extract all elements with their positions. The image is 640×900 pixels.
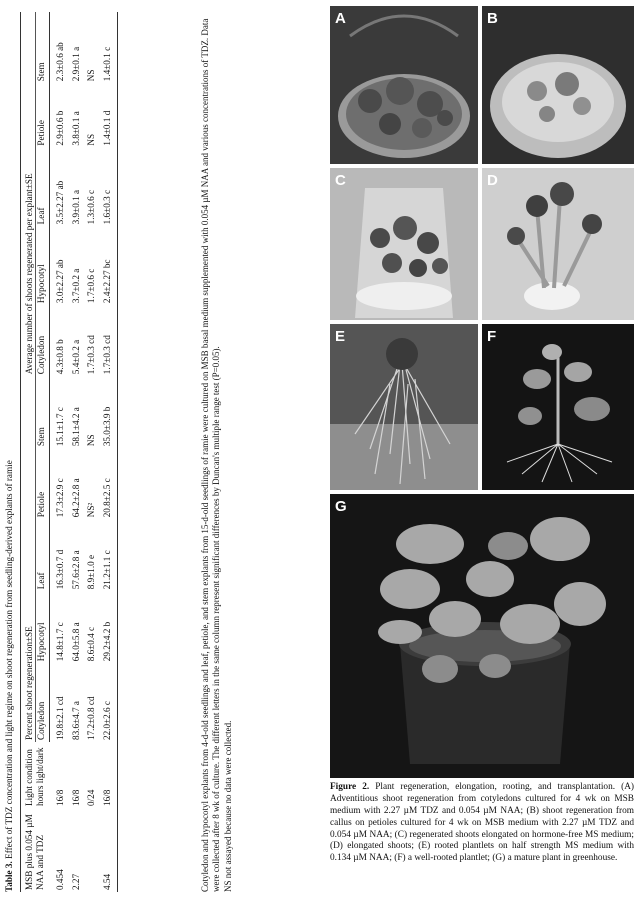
table-cell: 5.4±0.2 a bbox=[70, 339, 81, 375]
photo-panel-b bbox=[482, 6, 634, 164]
table-cell: 4.54 bbox=[97, 808, 118, 892]
table-cell: 14.8±1.7 c bbox=[55, 622, 66, 662]
table-cell: 17.3±2.9 c bbox=[55, 478, 66, 518]
panel-label: A bbox=[335, 10, 346, 27]
elongated-shoots-photo bbox=[482, 168, 634, 320]
table-cell: NS² bbox=[86, 502, 97, 518]
subheader: Stem bbox=[35, 376, 50, 448]
table-cell: 2.4±2.27 bc bbox=[97, 226, 118, 305]
table-caption bbox=[4, 12, 15, 892]
table-cell: 58.1±4.2 a bbox=[70, 407, 81, 447]
table-row bbox=[97, 12, 118, 892]
subheader: Cotyledon bbox=[35, 663, 50, 742]
table-cell: NS bbox=[86, 69, 97, 82]
callus-petiole-photo bbox=[482, 6, 634, 164]
table-cell: 16/8 bbox=[54, 789, 65, 806]
table-cell: 8.6±0.4 c bbox=[86, 626, 97, 662]
table-cell: 3.5±2.27 ab bbox=[55, 180, 66, 225]
photo-panel-d bbox=[482, 168, 634, 320]
figure-label: Figure 2. bbox=[330, 782, 370, 792]
table-label: Table 3. bbox=[4, 861, 14, 892]
table-cell: 15.1±1.7 c bbox=[55, 407, 66, 447]
table-cell: 0.454 bbox=[54, 869, 65, 890]
subheader: Stem bbox=[35, 12, 50, 83]
table-cell: 2.27 bbox=[70, 873, 81, 890]
table-footnote-2: NS not assayed because no data were collected. bbox=[222, 720, 233, 892]
subheader: Hypocotyl bbox=[35, 226, 50, 305]
photo-panel-a bbox=[330, 6, 478, 164]
subheader: Leaf bbox=[35, 148, 50, 227]
table-footnote-1: Cotyledon and hypocotyl explants from 4-d-old seedlings and leaf, petiole, and stem explants from 15-d-old seedlings of ramie were cultured on MSB basal medium supplemented with 0.054 µM NAA and various concentrations of TDZ. Data were collected after 8 wk of culture. The different letters in the same column represent significant differences by Duncan's multiple range test (P=0.05). bbox=[200, 18, 222, 892]
table-cell: 3.9±0.1 a bbox=[70, 189, 81, 225]
panel-label: G bbox=[335, 498, 347, 515]
table-cell: 4.3±0.8 b bbox=[55, 339, 66, 375]
table-cell: 64.2±2.8 a bbox=[70, 478, 81, 518]
panel-label: E bbox=[335, 328, 346, 345]
figure-caption-text: Plant regeneration, elongation, rooting, and transplantation. (A) Adventitious shoot regeneration from cotyledons cultured for 4 wk on MSB medium with 2.27 µM TDZ and 0.054 µM NAA; (B) shoot regeneration from callus on petioles cultured for 4 wk on MSB medium with 2.27 µM TDZ and 0.054 µM NAA; (C) regenerated shoots elongated on hormone-free MS medium; (D) elongated shoots; (E) rooted plantlets on half strength MS medium with 0.134 µM NAA; (F) a well-rooted plantlet; (G) a mature plant in greenhouse. bbox=[330, 782, 635, 864]
table-cell: 29.2±4.2 b bbox=[97, 591, 118, 663]
panel-label: B bbox=[487, 10, 498, 27]
table-cell: 2.9±0.6 b bbox=[55, 110, 66, 146]
photo-panel-g bbox=[330, 494, 634, 778]
table-cell: 3.0±2.27 ab bbox=[55, 259, 66, 304]
table-cell: 1.7±0.3 cd bbox=[97, 305, 118, 376]
table-cell: 3.7±0.2 a bbox=[70, 268, 81, 304]
figure-caption bbox=[330, 782, 634, 865]
table-cell bbox=[81, 808, 97, 892]
table-cell: 20.8±2.5 c bbox=[97, 448, 118, 519]
subheader: Hypocotyl bbox=[35, 591, 50, 663]
table-cell: 1.4±0.1 c bbox=[97, 12, 118, 83]
table-cell: 1.6±0.3 c bbox=[97, 148, 118, 227]
table-cell: 1.4±0.1 d bbox=[97, 83, 118, 147]
table-cell: NS bbox=[86, 434, 97, 447]
subheader: Cotyledon bbox=[35, 305, 50, 376]
table-footnotes bbox=[200, 12, 234, 892]
subheader: Leaf bbox=[35, 519, 50, 591]
table-cell: 16/8 bbox=[70, 789, 81, 806]
panel-label: D bbox=[487, 172, 498, 189]
header-average-group: Average number of shoots regenerated per explant±SE bbox=[21, 12, 36, 376]
table-cell: NS bbox=[86, 133, 97, 146]
panel-label: C bbox=[335, 172, 346, 189]
header-treatment: MSB plus 0.054 µM NAA and TDZ bbox=[21, 808, 50, 892]
table-cell: 19.8±2.1 cd bbox=[55, 696, 66, 740]
table-cell: 8.9±1.0 e bbox=[86, 554, 97, 590]
flask-shoots-photo bbox=[330, 6, 478, 164]
header-percent-group: Percent shoot regeneration±SE bbox=[21, 376, 36, 742]
table-cell: 2.9±0.1 a bbox=[70, 46, 81, 82]
table-cell: 64.0±5.8 a bbox=[70, 622, 81, 662]
rooted-plantlets-photo bbox=[330, 324, 478, 490]
photo-panel-e bbox=[330, 324, 478, 490]
table-row bbox=[66, 12, 82, 892]
well-rooted-plantlet-photo bbox=[482, 324, 634, 490]
table-body bbox=[50, 12, 118, 892]
table-cell: 83.6±4.7 a bbox=[70, 701, 81, 740]
table-cell: 1.7±0.3 cd bbox=[86, 335, 97, 375]
table-cell: 1.7±0.6 c bbox=[86, 268, 97, 304]
table-row bbox=[81, 12, 97, 892]
subheader: Petiole bbox=[35, 83, 50, 147]
panel-label: F bbox=[487, 328, 497, 345]
table-cell: 16/8 bbox=[97, 742, 118, 808]
header-light: Light condition hours light/dark bbox=[21, 742, 50, 808]
photo-panel-c bbox=[330, 168, 478, 320]
photo-panel-f bbox=[482, 324, 634, 490]
table-cell: 21.2±1.1 c bbox=[97, 519, 118, 591]
subheader: Petiole bbox=[35, 448, 50, 519]
table-row bbox=[50, 12, 66, 892]
elongated-shoots-flask-photo bbox=[330, 168, 478, 320]
table-cell: 17.2±0.8 cd bbox=[86, 696, 97, 740]
table-cell: 16.3±0.7 d bbox=[55, 549, 66, 590]
table-cell: 1.3±0.6 c bbox=[86, 189, 97, 225]
table-cell: 35.0±3.9 b bbox=[97, 376, 118, 448]
table-cell: 22.0±2.6 c bbox=[97, 663, 118, 742]
table-cell: 3.8±0.1 a bbox=[70, 111, 81, 146]
table-cell: 2.3±0.6 ab bbox=[55, 42, 66, 82]
table-cell: 0/24 bbox=[86, 789, 97, 806]
table-title: Effect of TDZ concentration and light regime on shoot regeneration from seedling-derived explants of ramie bbox=[4, 460, 14, 859]
table-cell: 57.6±2.8 a bbox=[70, 550, 81, 590]
data-table bbox=[20, 12, 118, 892]
mature-plant-greenhouse-photo bbox=[330, 494, 634, 778]
